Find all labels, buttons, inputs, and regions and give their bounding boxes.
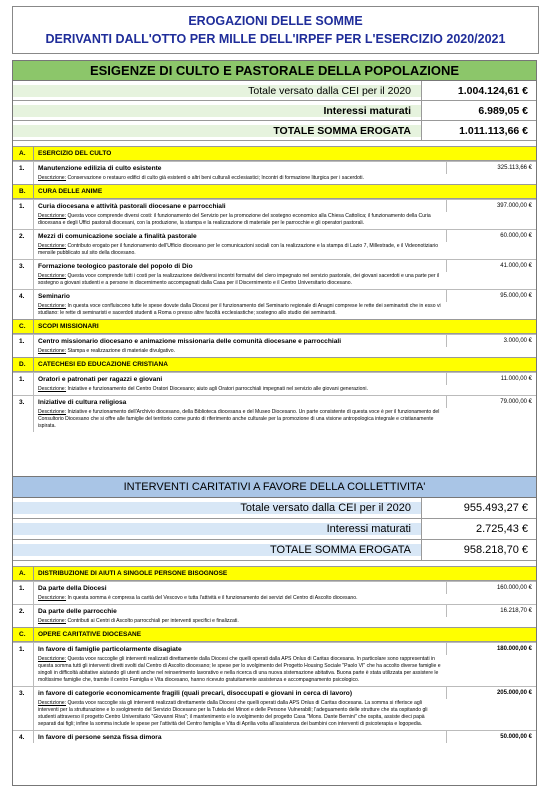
list-item: 3. in favore di categorie economicamente fragili (quali precari, disoccupati e giovani in cerca di lavoro) 205.000,00 € bbox=[13, 686, 536, 699]
item-description: Descrizione: Stampa e realizzazione di materiale divulgativo. bbox=[13, 347, 536, 357]
culto-title: ESIGENZE DI CULTO E PASTORALE DELLA POPOLAZIONE bbox=[13, 61, 536, 81]
carita-panel bbox=[12, 476, 537, 786]
section-header: A. DISTRIBUZIONE DI AIUTI A SINGOLE PERSONE BISOGNOSE bbox=[13, 566, 536, 581]
list-item: 1. In favore di famiglie particolarmente disagiate 180.000,00 € bbox=[13, 642, 536, 655]
item-description: Descrizione: Questa voce raccoglie sia gli interventi realizzati direttamente dalla Diocesi che quelli operati dalla APS Onlus di Caritas diocesana. La somma si riferisce agli interventi per la strutturazione e lo svolgimento del Servizio Diocesano per la Tutela dei Minori e delle Persone Vulnerabili; l'adeguamento delle strutture che sta ospitando gli studenti attraverso il progetto Centro Universitario "Giovanni Riva"; il mantenimento e lo svolgimento del progetto Casa "Mons. Dante Bernini" che ospita, assiste dieci papà separati dai figli; infine la somma include le spese per l'attività del Centro famiglia e Vita di Aprilia volta all'assistenza dei bambini con interventi di psicoterapia e logopedia. bbox=[13, 699, 536, 730]
list-item: 1. Oratori e patronati per ragazzi e giovani 11.000,00 € bbox=[13, 372, 536, 385]
list-item: 3. Formazione teologico pastorale del popolo di Dio 41.000,00 € bbox=[13, 259, 536, 272]
item-description: Descrizione: Iniziative e funzionamento del Centro Oratori Diocesano; aiuto agli Oratori parrocchiali impegnati nel servizio alle giovani generazioni. bbox=[13, 385, 536, 395]
item-description: Descrizione: Iniziative e funzionamento dell'Archivio diocesano, della Biblioteca diocesana e del Museo Diocesano. Un parte consistente di questa voce è per il funzionamento del Consultorio Diocesano che si offre alle famiglie del territorio come punto di riferimento anche culturale per la promozione di una visione antropologica integrale e cristianamente ispirata. bbox=[13, 408, 536, 432]
section-header: C. OPERE CARITATIVE DIOCESANE bbox=[13, 627, 536, 642]
list-item: 2. Da parte delle parrocchie 16.218,70 € bbox=[13, 604, 536, 617]
list-item: 1. Curia diocesana e attività pastorali diocesane e parrocchiali 397.000,00 € bbox=[13, 199, 536, 212]
list-item: 1. Centro missionario diocesano e animazione missionaria delle comunità diocesane e parrocchiali 3.000,00 € bbox=[13, 334, 536, 347]
item-description: Descrizione: Contributi ai Centri di Ascolto parrocchiali per interventi specifici e finalizzati. bbox=[13, 617, 536, 627]
section-header: D. CATECHESI ED EDUCAZIONE CRISTIANA bbox=[13, 357, 536, 372]
list-item: 4. In favore di persone senza fissa dimora 50.000,00 € bbox=[13, 730, 536, 743]
header-line-2: DERIVANTI DALL'OTTO PER MILLE DELL'IRPEF PER L'ESERCIZIO 2020/2021 bbox=[45, 32, 506, 46]
culto-total-cei: Totale versato dalla CEI per il 2020 1.004.124,61 € bbox=[13, 81, 536, 101]
culto-total-interessi: Interessi maturati 6.989,05 € bbox=[13, 101, 536, 121]
document-header bbox=[12, 6, 539, 54]
carita-total-cei: Totale versato dalla CEI per il 2020 955.493,27 € bbox=[13, 498, 536, 519]
culto-total-erogata: TOTALE SOMMA EROGATA 1.011.113,66 € bbox=[13, 121, 536, 141]
list-item: 4. Seminario 95.000,00 € bbox=[13, 289, 536, 302]
item-description: Descrizione: Conservazione o restauro edifici di culto già esistenti o altri beni culturali ecclesiastici; Incontri di formazione liturgica per i sacerdoti. bbox=[13, 174, 536, 184]
list-item: 2. Mezzi di comunicazione sociale a finalità pastorale 60.000,00 € bbox=[13, 229, 536, 242]
item-description: Descrizione: In questa voce confluiscono tutte le spese dovute dalla Diocesi per il funzionamento del Seminario regionale di Anagni comprese le rette dei seminaristi che in esso vi studiano: le rette di seminaristi e sacerdoti studenti a Roma o presso altre facoltà ecclesiastiche; sostegno allo studio dei seminaristi. bbox=[13, 302, 536, 319]
item-description: Descrizione: In questa somma è compresa la carità del Vescovo e tutta l'attività e il funzionamento dei servizi del Centro di Ascolto diocesano. bbox=[13, 594, 536, 604]
section-header: C. SCOPI MISSIONARI bbox=[13, 319, 536, 334]
item-description: Descrizione: Questa voce raccoglie gli interventi realizzati direttamente dalla Diocesi che quelli operati dalla APS Onlus di Caritas diocesana. In particolare sono rappresentati in questa somma tutti gli interventi diretti svolti dal Centro di Ascolto diocesano; le spese per lo svolgimento del Progetto Housing Sociale "Paolo VI" che ha accolto diverse famiglie e singoli in difficoltà abitative aiutando gli utenti anche nel reinserimento lavorativo e nella ricerca di una nuova sistemazione abitativa. Buona parte è stata utilizzata per assistere le moltissime famiglie che, tramite il centro Famiglia e Vita diocesano, hanno ricevuto gratuitamente assistenza e accompagnamento psicologico. bbox=[13, 655, 536, 686]
carita-total-erogata: TOTALE SOMMA EROGATA 958.218,70 € bbox=[13, 540, 536, 561]
item-description: Descrizione: Questa voce comprende diversi costi: il funzionamento del Servizio per la promozione del sostegno economico alla Chiesa Cattolica; il funzionamento della Curia diocesana e degli Uffici pastorali diocesani, con la produzione, la stampa e la realizzazione di materiale per le parrocchie e gli operatori pastorali. bbox=[13, 212, 536, 229]
item-description: Descrizione: Questa voce comprende tutti i costi per la realizzazione dei/diversi incontri formativi del clero impegnato nel servizio pastorale, dei giovani sacerdoti e una parte per il sostegno a giovani studenti e a persone in discernimento accompagnati dalla Casa per il Discernimento e il Centro Universitario diocesano. bbox=[13, 272, 536, 289]
carita-total-interessi: Interessi maturati 2.725,43 € bbox=[13, 519, 536, 540]
list-item: 1. Manutenzione edilizia di culto esistente 325.113,66 € bbox=[13, 161, 536, 174]
section-header: B. CURA DELLE ANIME bbox=[13, 184, 536, 199]
carita-title: INTERVENTI CARITATIVI A FAVORE DELLA COLLETTIVITA' bbox=[13, 477, 536, 498]
section-header: A. ESERCIZIO DEL CULTO bbox=[13, 146, 536, 161]
list-item: 3. Iniziative di cultura religiosa 79.000,00 € bbox=[13, 395, 536, 408]
list-item: 1. Da parte della Diocesi 160.000,00 € bbox=[13, 581, 536, 594]
item-description: Descrizione: Contributo erogato per il funzionamento dell'Ufficio diocesano per le comunicazioni sociali con la realizzazione e la stampa di Lazio 7, Millestrade, e il Videonotiziario mensile pubblicato sul sito della diocesano. bbox=[13, 242, 536, 259]
header-line-1: EROGAZIONI DELLE SOMME bbox=[188, 14, 363, 28]
